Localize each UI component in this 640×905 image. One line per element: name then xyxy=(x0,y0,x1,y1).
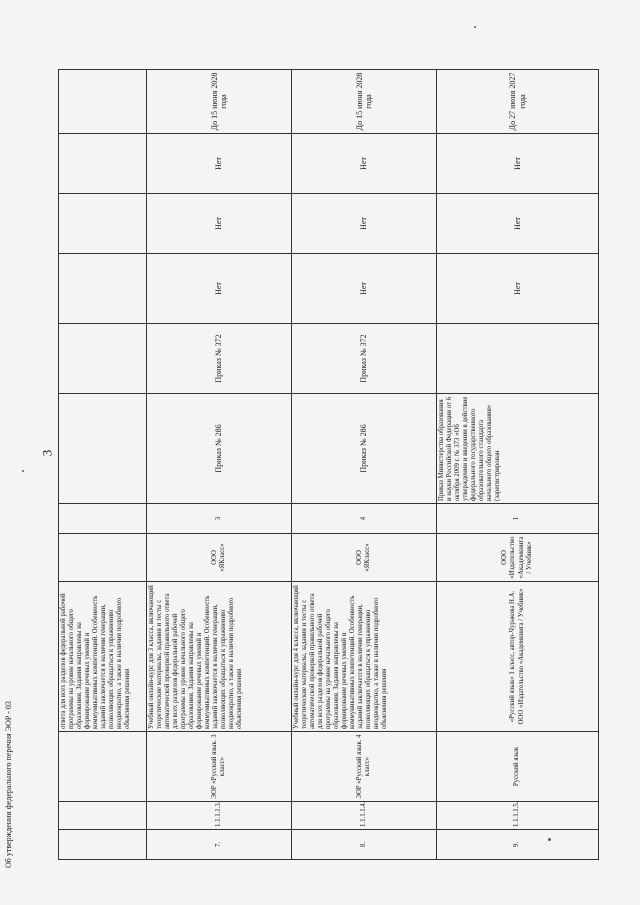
row-description: Учебный онлайн-курс для 3 класса, включающий теоретические материалы, задания и тесты с автоматической проверкой правильного ответа для всех разделов федеральной рабочей программы на уровне начального общего образования. Задания направлены на формирование речевых умений и коммуникативных компетенций. Особенность заданий заключается в наличии генерации, позволяющих обращаться к упражнению неоднократно, а также в наличии подробного объяснения решения xyxy=(147,582,292,732)
row-col-a: Нет xyxy=(147,254,292,324)
row-order-2: Приказ № 372 xyxy=(292,324,437,394)
row-col-b: Нет xyxy=(292,194,437,254)
row-col-c: Нет xyxy=(437,134,599,194)
row-col-a: Нет xyxy=(437,254,599,324)
row-description: Учебный онлайн-курс для 4 класса, включающий теоретические материалы, задания и тесты с автоматической проверкой правильного ответа для всех разделов федеральной рабочей программы на уровне начального общего образования. Задания направлены на формирование речевых умений и коммуникативных компетенций. Особенность заданий заключается в наличии генерации, позволяющих обращаться к упражнению неоднократно, а также в наличии подробного объяснения решения xyxy=(292,582,437,732)
row-order-2: Приказ № 372 xyxy=(147,324,292,394)
row-code: 1.1.1.1.5. xyxy=(437,802,599,830)
table-row-fragment xyxy=(59,70,147,860)
row-code: 1.1.1.1.4. xyxy=(292,802,437,830)
footer-text: Об утверждении федерального перечня ЭОР - 03 xyxy=(4,701,13,868)
row-organization: ООО «Издательство «Академкнига / Учебник» xyxy=(437,534,599,582)
row-class: 4 xyxy=(292,504,437,534)
table-row xyxy=(147,70,292,860)
row-deadline: До 27 июня 2027 года xyxy=(437,70,599,134)
scan-speck xyxy=(474,26,476,28)
row-name: Русский язык xyxy=(437,732,599,802)
row-col-c: Нет xyxy=(147,134,292,194)
row-order-1: Приказ № 286 xyxy=(292,394,437,504)
row-number: 7. xyxy=(147,830,292,860)
row-name: ЭОР «Русский язык. 4 класс» xyxy=(292,732,437,802)
eor-table xyxy=(58,69,599,860)
row-col-b: Нет xyxy=(147,194,292,254)
row-class: 3 xyxy=(147,504,292,534)
row-order-1: Приказ № 286 xyxy=(147,394,292,504)
scan-speck xyxy=(22,470,24,472)
row-order-2 xyxy=(437,324,599,394)
row-code: 1.1.1.1.3. xyxy=(147,802,292,830)
row-number: 9. xyxy=(437,830,599,860)
row-col-a: Нет xyxy=(292,254,437,324)
row-order-1: Приказ Министерства образования и науки Российской Федерации от 6 октября 2009 г. № 373 «Об утверждении и введении в действие федерального государственного образовательного стандарта начального общего образования» (зарегистрирован xyxy=(437,394,599,504)
row-name: ЭОР «Русский язык. 3 класс» xyxy=(147,732,292,802)
row-deadline: До 15 июня 2028 года xyxy=(292,70,437,134)
row-organization: ООО «ЯКласс» xyxy=(147,534,292,582)
row-organization: ООО «ЯКласс» xyxy=(292,534,437,582)
row-deadline: До 15 июня 2028 года xyxy=(147,70,292,134)
description-fragment: ответа для всех разделов федеральной рабочей программы на уровне начального общего образования. Задания направлены на формирование речевых умений и коммуникативных компетенций. Особенность заданий заключается в наличии генерации, позволяющих обращаться к упражнению неоднократно, а также в наличии подробного объяснения решения xyxy=(59,582,147,732)
row-col-c: Нет xyxy=(292,134,437,194)
page-number: 3 xyxy=(39,449,55,457)
row-class: 1 xyxy=(437,504,599,534)
table-row xyxy=(292,70,437,860)
row-description: «Русский язык» 1 класс, автор-Чуракова Н.А. ООО «Издательство «Академкнига / Учебник» xyxy=(437,582,599,732)
table-row xyxy=(437,70,599,860)
rotated-table-frame xyxy=(58,70,598,860)
row-col-b: Нет xyxy=(437,194,599,254)
row-number: 8. xyxy=(292,830,437,860)
